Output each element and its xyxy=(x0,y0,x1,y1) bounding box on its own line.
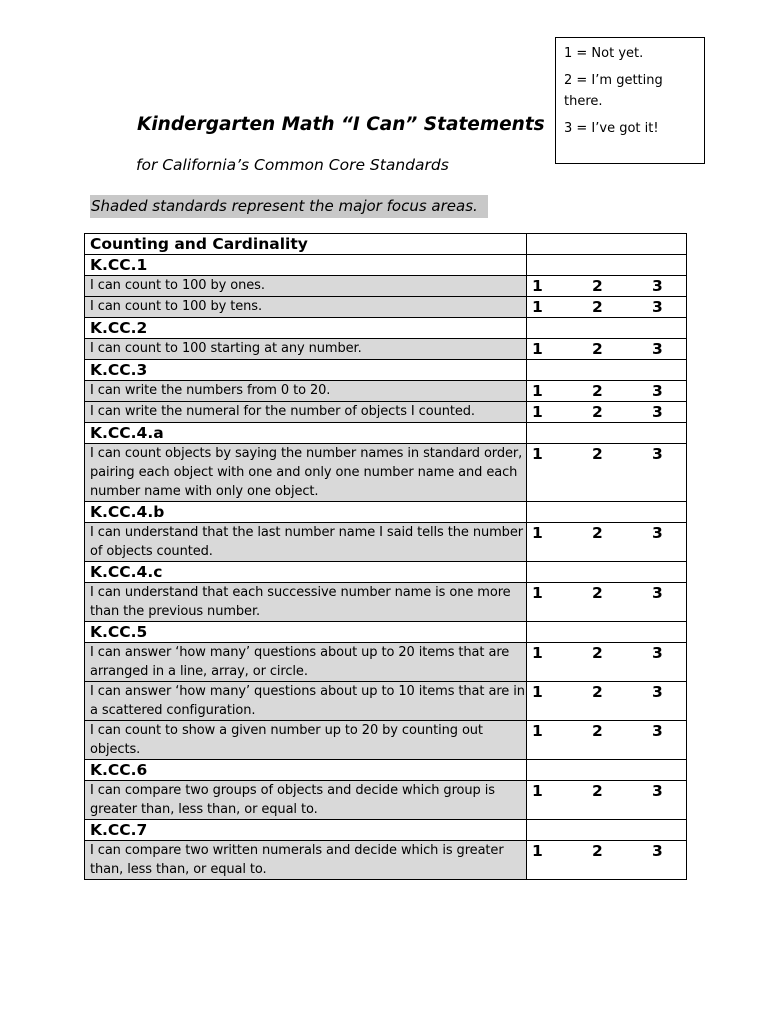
rating-option-3[interactable]: 3 xyxy=(652,644,663,662)
rating-option-2[interactable]: 2 xyxy=(592,277,603,295)
rating-option-1[interactable]: 1 xyxy=(532,403,543,421)
standard-code: K.CC.3 xyxy=(85,360,527,381)
statement-row xyxy=(85,643,687,682)
rating-option-3[interactable]: 3 xyxy=(652,403,663,421)
rating-options xyxy=(527,583,687,622)
legend-got-it: 3 = I’ve got it! xyxy=(564,121,659,136)
rating-options xyxy=(527,781,687,820)
rating-option-1[interactable]: 1 xyxy=(532,277,543,295)
rating-options xyxy=(527,402,687,423)
shading-note: Shaded standards represent the major focus areas. xyxy=(90,195,488,218)
standards-table xyxy=(84,233,687,880)
rating-option-1[interactable]: 1 xyxy=(532,644,543,662)
rating-options xyxy=(527,297,687,318)
statement-text: I can count to 100 by tens. xyxy=(85,297,527,318)
domain-heading: Counting and Cardinality xyxy=(85,234,527,255)
statement-row xyxy=(85,721,687,760)
domain-heading-blank xyxy=(527,234,687,255)
rating-options xyxy=(527,523,687,562)
statement-text: I can compare two groups of objects and decide which group is greater than, less than, or equal to. xyxy=(85,781,527,820)
statement-text: I can write the numeral for the number of objects I counted. xyxy=(85,402,527,423)
rating-options xyxy=(527,841,687,880)
standard-code-row xyxy=(85,360,687,381)
rating-options xyxy=(527,682,687,721)
standard-code-row xyxy=(85,562,687,583)
standard-code: K.CC.4.c xyxy=(85,562,527,583)
standard-code-blank xyxy=(527,423,687,444)
rating-option-2[interactable]: 2 xyxy=(592,782,603,800)
page-subtitle: for California’s Common Core Standards xyxy=(136,156,449,174)
statement-text: I can answer ‘how many’ questions about up to 10 items that are in a scattered configuration. xyxy=(85,682,527,721)
rating-option-2[interactable]: 2 xyxy=(592,445,603,463)
rating-options xyxy=(527,643,687,682)
rating-option-2[interactable]: 2 xyxy=(592,340,603,358)
rating-option-3[interactable]: 3 xyxy=(652,340,663,358)
statement-text: I can write the numbers from 0 to 20. xyxy=(85,381,527,402)
standard-code-blank xyxy=(527,562,687,583)
rating-option-2[interactable]: 2 xyxy=(592,382,603,400)
statement-text: I can count to 100 starting at any number. xyxy=(85,339,527,360)
statement-text: I can compare two written numerals and decide which is greater than, less than, or equal to. xyxy=(85,841,527,880)
rating-option-1[interactable]: 1 xyxy=(532,683,543,701)
statement-text: I can answer ‘how many’ questions about up to 20 items that are arranged in a line, array, or circle. xyxy=(85,643,527,682)
domain-row xyxy=(85,234,687,255)
standard-code-row xyxy=(85,255,687,276)
standard-code: K.CC.5 xyxy=(85,622,527,643)
standard-code-row xyxy=(85,622,687,643)
standard-code-blank xyxy=(527,820,687,841)
statement-text: I can count objects by saying the number names in standard order, pairing each object with one and only one number name and each number name with only one object. xyxy=(85,444,527,502)
rating-option-1[interactable]: 1 xyxy=(532,298,543,316)
rating-option-3[interactable]: 3 xyxy=(652,584,663,602)
statement-text: I can count to 100 by ones. xyxy=(85,276,527,297)
rating-options xyxy=(527,444,687,502)
standard-code: K.CC.4.a xyxy=(85,423,527,444)
rating-option-1[interactable]: 1 xyxy=(532,722,543,740)
statement-row xyxy=(85,781,687,820)
rating-option-3[interactable]: 3 xyxy=(652,524,663,542)
rating-option-1[interactable]: 1 xyxy=(532,842,543,860)
rating-option-1[interactable]: 1 xyxy=(532,584,543,602)
rating-option-2[interactable]: 2 xyxy=(592,722,603,740)
rating-option-3[interactable]: 3 xyxy=(652,277,663,295)
rating-option-2[interactable]: 2 xyxy=(592,644,603,662)
statement-row xyxy=(85,682,687,721)
rating-options xyxy=(527,721,687,760)
standard-code-row xyxy=(85,423,687,444)
rating-options xyxy=(527,276,687,297)
rating-option-2[interactable]: 2 xyxy=(592,683,603,701)
statement-row xyxy=(85,381,687,402)
statement-text: I can understand that the last number name I said tells the number of objects counted. xyxy=(85,523,527,562)
standard-code-blank xyxy=(527,318,687,339)
rating-option-1[interactable]: 1 xyxy=(532,340,543,358)
rating-option-2[interactable]: 2 xyxy=(592,842,603,860)
rating-option-3[interactable]: 3 xyxy=(652,445,663,463)
rating-option-1[interactable]: 1 xyxy=(532,445,543,463)
statement-row xyxy=(85,339,687,360)
standard-code-blank xyxy=(527,622,687,643)
rating-option-2[interactable]: 2 xyxy=(592,298,603,316)
statement-row xyxy=(85,841,687,880)
rating-option-1[interactable]: 1 xyxy=(532,782,543,800)
rating-option-3[interactable]: 3 xyxy=(652,298,663,316)
rating-options xyxy=(527,339,687,360)
standard-code-blank xyxy=(527,760,687,781)
standard-code: K.CC.4.b xyxy=(85,502,527,523)
statement-row xyxy=(85,276,687,297)
statement-row xyxy=(85,583,687,622)
rating-option-3[interactable]: 3 xyxy=(652,842,663,860)
rating-option-3[interactable]: 3 xyxy=(652,722,663,740)
statement-row xyxy=(85,402,687,423)
standard-code-blank xyxy=(527,502,687,523)
legend-getting-there: 2 = I’m getting there. xyxy=(564,73,663,109)
rating-option-2[interactable]: 2 xyxy=(592,403,603,421)
rating-options xyxy=(527,381,687,402)
standard-code-row xyxy=(85,502,687,523)
standard-code: K.CC.7 xyxy=(85,820,527,841)
standard-code: K.CC.2 xyxy=(85,318,527,339)
page-title: Kindergarten Math “I Can” Statements xyxy=(137,114,545,135)
standard-code: K.CC.1 xyxy=(85,255,527,276)
legend-not-yet: 1 = Not yet. xyxy=(564,46,644,61)
rating-option-1[interactable]: 1 xyxy=(532,524,543,542)
standard-code-row xyxy=(85,760,687,781)
rating-legend xyxy=(555,37,705,164)
statement-row xyxy=(85,297,687,318)
rating-option-3[interactable]: 3 xyxy=(652,683,663,701)
statement-row xyxy=(85,444,687,502)
rating-option-2[interactable]: 2 xyxy=(592,524,603,542)
standard-code-blank xyxy=(527,360,687,381)
rating-option-2[interactable]: 2 xyxy=(592,584,603,602)
standard-code-blank xyxy=(527,255,687,276)
rating-option-3[interactable]: 3 xyxy=(652,382,663,400)
statement-text: I can understand that each successive number name is one more than the previous number. xyxy=(85,583,527,622)
statement-row xyxy=(85,523,687,562)
rating-option-3[interactable]: 3 xyxy=(652,782,663,800)
rating-option-1[interactable]: 1 xyxy=(532,382,543,400)
standard-code: K.CC.6 xyxy=(85,760,527,781)
standard-code-row xyxy=(85,820,687,841)
standard-code-row xyxy=(85,318,687,339)
statement-text: I can count to show a given number up to 20 by counting out objects. xyxy=(85,721,527,760)
